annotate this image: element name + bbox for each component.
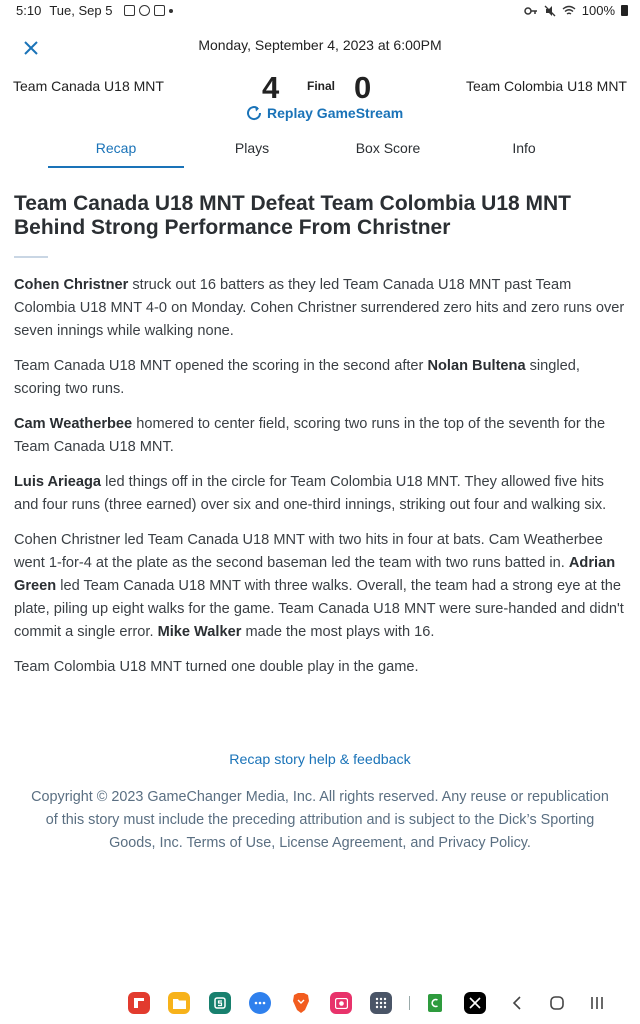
key-icon <box>524 6 538 16</box>
home-team-score: 4 <box>262 70 280 105</box>
article-paragraph <box>14 656 628 679</box>
player-name: Mike Walker <box>157 624 242 640</box>
back-button[interactable] <box>505 991 529 1015</box>
calendar-s-icon[interactable] <box>209 992 231 1014</box>
away-team-score: 0 <box>354 70 372 105</box>
article-paragraph <box>14 355 628 401</box>
battery-percent: 100% <box>581 3 615 18</box>
tab-plays[interactable]: Plays <box>234 140 270 156</box>
player-name: Luis Arieaga <box>14 474 102 490</box>
game-status: Final <box>307 79 336 93</box>
wifi-icon <box>562 5 576 16</box>
article-headline: Team Canada U18 MNT Defeat Team Colombia U18 MNT Behind Strong Performance From Christner <box>14 192 572 239</box>
tab-recap[interactable]: Recap <box>48 132 184 168</box>
article-paragraph <box>14 413 628 459</box>
sync-notification-icon <box>139 5 150 16</box>
status-bar-right <box>524 3 628 18</box>
flipboard-icon[interactable] <box>128 992 150 1014</box>
recap-article <box>14 192 628 691</box>
paragraph-text: homered to center field, scoring two runs in the top of the seventh for the Team Canada U18 MNT. <box>14 416 606 455</box>
status-time: 5:10 <box>16 3 42 18</box>
player-name: Cam Weatherbee <box>14 416 133 432</box>
headline-divider <box>14 256 48 258</box>
game-date-time: Monday, September 4, 2023 at 6:00PM <box>198 37 442 53</box>
files-icon[interactable] <box>168 992 190 1014</box>
flag-notification-icon <box>154 5 165 16</box>
taskbar <box>0 988 640 1018</box>
notification-icons <box>124 5 173 16</box>
recents-button[interactable] <box>585 991 609 1015</box>
paragraph-text: singled, scoring two runs. <box>14 358 580 397</box>
paragraph-text: struck out 16 batters as they led Team Canada U18 MNT past Team Colombia U18 MNT 4-0 on Monday. Cohen Christner surrendered zero hits and zero runs over seven innings while walking none. <box>14 277 625 339</box>
home-team-name: Team Canada U18 MNT <box>13 78 164 94</box>
apps-grid-icon[interactable] <box>370 992 392 1014</box>
paragraph-text: Cohen Christner led Team Canada U18 MNT with two hits in four at bats. Cam Weatherbee went 1-for-4 at the plate as the second baseman led the team with two runs batted in. <box>14 532 603 571</box>
back-icon <box>512 996 522 1010</box>
tab-box-score[interactable]: Box Score <box>355 140 421 156</box>
paragraph-text: led Team Canada U18 MNT with three walks. Overall, the team had a strong eye at the plate, piling up eight walks for the game. Team Canada U18 MNT were sure-handed and didn't commit a single error. <box>14 578 624 640</box>
screen-recorder-icon[interactable] <box>330 992 352 1014</box>
status-date: Tue, Sep 5 <box>49 3 113 18</box>
away-team-name: Team Colombia U18 MNT <box>465 78 627 94</box>
x-icon[interactable] <box>464 992 486 1014</box>
tab-info[interactable]: Info <box>512 140 536 156</box>
paragraph-text: made the most plays with 16. <box>241 624 435 640</box>
more-notifications-icon <box>169 9 173 13</box>
player-name: Nolan Bultena <box>427 358 526 374</box>
paragraph-text: Team Canada U18 MNT opened the scoring in the second after <box>14 358 428 374</box>
battery-icon <box>621 5 628 16</box>
home-button[interactable] <box>545 991 569 1015</box>
player-name: Cohen Christner <box>14 277 129 293</box>
gmail-notification-icon <box>124 5 135 16</box>
article-paragraph <box>14 471 628 517</box>
replay-icon <box>245 104 263 122</box>
brave-icon[interactable] <box>290 992 312 1014</box>
taskbar-divider <box>409 996 410 1010</box>
mute-icon <box>544 5 556 17</box>
messages-icon[interactable] <box>249 992 271 1014</box>
status-bar-left <box>16 3 173 18</box>
copyright-notice: Copyright © 2023 GameChanger Media, Inc. All rights reserved. Any reuse or republication of this story must include the preceding attribution and is subject to the Dick’s Sporting Goods, Inc. Terms of Use, License Agreement, and Privacy Policy. <box>31 789 609 851</box>
home-icon <box>550 996 564 1010</box>
article-paragraph <box>14 529 628 644</box>
recap-feedback-link[interactable]: Recap story help & feedback <box>229 752 411 768</box>
status-bar <box>0 0 640 22</box>
player-name: Adrian Green <box>14 555 616 594</box>
c-app-icon[interactable] <box>424 992 446 1014</box>
paragraph-text: Team Colombia U18 MNT turned one double play in the game. <box>14 659 419 675</box>
paragraph-text: led things off in the circle for Team Colombia U18 MNT. They allowed five hits and four runs (three earned) over six and one-third innings, striking out four and walking six. <box>14 474 607 513</box>
recents-icon <box>590 996 604 1010</box>
article-paragraph <box>14 274 628 343</box>
replay-gamestream-button[interactable] <box>245 104 403 122</box>
tab-bar <box>48 132 592 168</box>
replay-label: Replay GameStream <box>267 105 404 121</box>
